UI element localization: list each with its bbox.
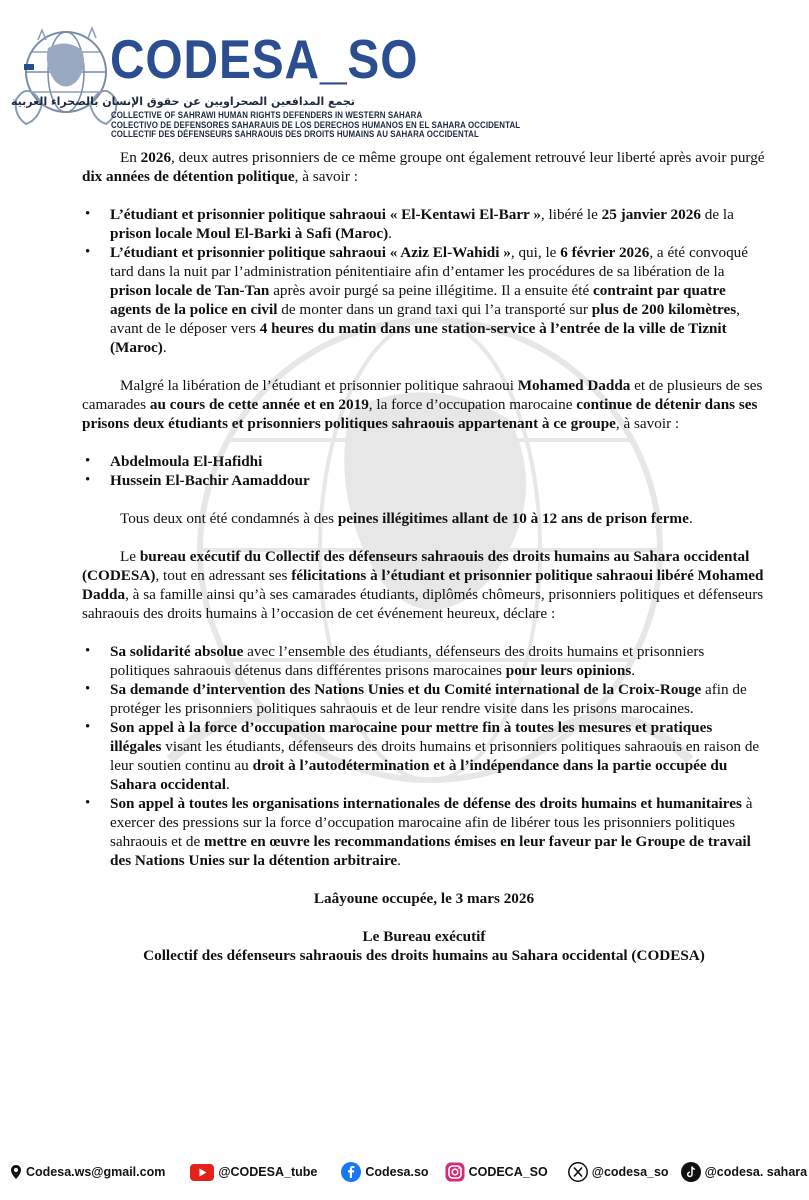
footer-email[interactable]: Codesa.ws@gmail.com bbox=[10, 1164, 165, 1180]
brand-french-name: COLLECTIF DES DÉFENSEURS SAHRAOUIS DES DROITS HUMAINS AU SAHARA OCCIDENTAL bbox=[111, 129, 479, 139]
letterhead bbox=[8, 10, 521, 140]
brand-title: CODESA_SO bbox=[110, 28, 419, 90]
footer-facebook[interactable]: Codesa.so bbox=[341, 1162, 428, 1182]
paragraph-sentences: Tous deux ont été condamnés à des peines illégitimes allant de 10 à 12 ans de prison ferme. bbox=[120, 510, 693, 527]
signer-organization: Collectif des défenseurs sahraouis des droits humains au Sahara occidental (CODESA) bbox=[143, 947, 705, 964]
signer-title: Le Bureau exécutif bbox=[362, 928, 486, 945]
codesa-logo-icon bbox=[8, 20, 118, 135]
footer-youtube[interactable]: @CODESA_tube bbox=[190, 1164, 317, 1181]
paragraph-declaration-intro: Le bureau exécutif du Collectif des défenseurs sahraouis des droits humains au Sahara occidental (CODESA), tout en adressant ses félicitations à l’étudiant et prisonnier politique sahraoui libéré Mohamed Dadda, à sa famille ainsi qu’à ses camarades étudiants, diplômés chômeurs, prisonniers politiques et défenseurs sahraouis des droits humains à l’occasion de cet événement heureux, déclare : bbox=[82, 548, 764, 622]
brand-spanish-name: COLECTIVO DE DEFENSORES SAHARAUIS DE LOS DERECHOS HUMANOS EN EL SAHARA OCCIDENTAL bbox=[111, 120, 521, 130]
tiktok-icon bbox=[681, 1162, 701, 1182]
footer-x[interactable]: @codesa_so bbox=[568, 1162, 669, 1182]
paragraph-releases-2026: En 2026, deux autres prisonniers de ce même groupe ont également retrouvé leur liberté après avoir purgé dix années de détention politique, à savoir : bbox=[82, 149, 765, 185]
brand-english-name: COLLECTIVE OF SAHRAWI HUMAN RIGHTS DEFENDERS IN WESTERN SAHARA bbox=[111, 110, 423, 120]
list-item: • Hussein El-Bachir Aamaddour bbox=[82, 471, 766, 490]
list-item: • Sa demande d’intervention des Nations Unies et du Comité international de la Croix-Rouge afin de protéger les prisonniers politiques sahraouis et de leur rendre visite dans les prisons marocaines. bbox=[82, 680, 766, 718]
list-item: • L’étudiant et prisonnier politique sahraoui « El-Kentawi El-Barr », libéré le 25 janvier 2026 de la prison locale Moul El-Barki à Safi (Maroc). bbox=[82, 205, 766, 243]
statement-body bbox=[82, 148, 766, 965]
facebook-icon bbox=[341, 1162, 361, 1182]
youtube-icon bbox=[190, 1164, 214, 1181]
instagram-icon bbox=[445, 1162, 465, 1182]
footer-tiktok[interactable]: @codesa. sahara bbox=[681, 1162, 808, 1182]
email-icon bbox=[10, 1164, 22, 1180]
declaration-list bbox=[82, 642, 766, 870]
x-twitter-icon bbox=[568, 1162, 588, 1182]
list-item: • Son appel à toutes les organisations internationales de défense des droits humains et humanitaires à exercer des pressions sur la force d’occupation marocaine afin de libérer tous les prisonniers politiques sahraouis et de mettre en œuvre les recommandations émises en leur faveur par le Groupe de travail des Nations Unies sur la détention arbitraire. bbox=[82, 794, 766, 870]
detained-prisoners-list bbox=[82, 452, 766, 490]
footer-instagram[interactable]: CODECA_SO bbox=[445, 1162, 548, 1182]
place-and-date: Laâyoune occupée, le 3 mars 2026 bbox=[313, 890, 535, 907]
list-item: • Abdelmoula El-Hafidhi bbox=[82, 452, 766, 471]
brand-arabic-name: تجمع المدافعين الصحراويين عن حقوق الإنسان بالصحراء الغربية bbox=[10, 95, 355, 108]
list-item: • Sa solidarité absolue avec l’ensemble des étudiants, défenseurs des droits humains et prisonniers politiques sahraouis détenus dans différentes prisons marocaines pour leurs opinions. bbox=[82, 642, 766, 680]
paragraph-detained-students: Malgré la libération de l’étudiant et prisonnier politique sahraoui Mohamed Dadda et de plusieurs de ses camarades au cours de cette année et en 2019, la force d’occupation marocaine continue de détenir dans ses prisons deux étudiants et prisonniers politiques sahraouis appartenant à ce groupe, à savoir : bbox=[82, 377, 763, 432]
list-item: • Son appel à la force d’occupation marocaine pour mettre fin à toutes les mesures et pratiques illégales visant les étudiants, défenseurs des droits humains et prisonniers politiques sahraouis en raison de leur soutien continu au droit à l’autodétermination et à l’indépendance dans la partie occupée du Sahara occidental. bbox=[82, 718, 766, 794]
released-prisoners-list bbox=[82, 205, 766, 357]
contact-footer bbox=[0, 1157, 809, 1187]
list-item: • L’étudiant et prisonnier politique sahraoui « Aziz El-Wahidi », qui, le 6 février 2026, a été convoqué tard dans la nuit par l’administration pénitentiaire afin d’entamer les procédures de sa libération de la prison locale de Tan-Tan après avoir purgé sa peine illégitime. Il a ensuite été contraint par quatre agents de la police en civil de monter dans un grand taxi qui l’a transporté sur plus de 200 kilomètres, avant de le déposer vers 4 heures du matin dans une station-service à l’entrée de la ville de Tiznit (Maroc). bbox=[82, 243, 766, 357]
